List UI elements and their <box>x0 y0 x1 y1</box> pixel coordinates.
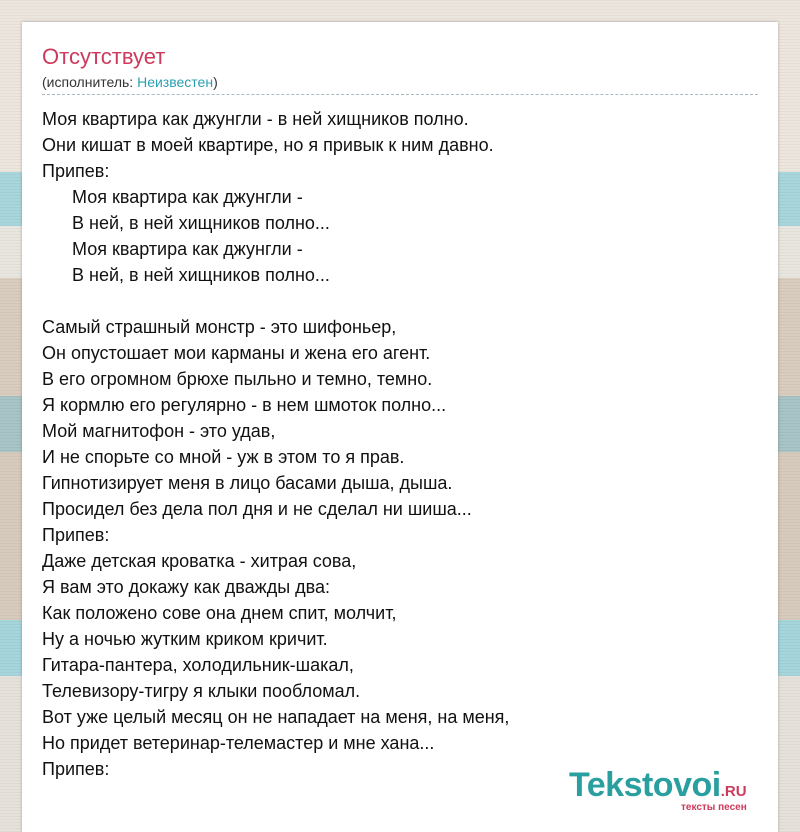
lyrics-line: Припев: <box>42 759 110 779</box>
lyrics-line: В ней, в ней хищников полно... <box>72 213 330 233</box>
lyrics-line: Телевизору-тигру я клыки пообломал. <box>42 681 361 701</box>
title-divider <box>42 94 758 95</box>
lyrics-line: Припев: <box>42 525 110 545</box>
logo-tagline: тексты песен <box>681 802 747 813</box>
lyrics-body <box>42 106 762 782</box>
lyrics-line: Моя квартира как джунгли - в ней хищников полно. <box>42 109 469 129</box>
lyrics-line: Припев: <box>42 161 110 181</box>
lyrics-sheet <box>22 22 778 832</box>
artist-suffix: ) <box>213 74 218 90</box>
lyrics-line: Как положено сове она днем спит, молчит, <box>42 603 397 623</box>
lyrics-line: Самый страшный монстр - это шифоньер, <box>42 317 397 337</box>
lyrics-line: В его огромном брюхе пыльно и темно, темно. <box>42 369 433 389</box>
lyrics-line: Я вам это докажу как дважды два: <box>42 577 331 597</box>
logo-tld: .RU <box>720 783 747 800</box>
lyrics-line: Моя квартира как джунгли - <box>72 239 303 259</box>
song-title: Отсутствует <box>42 44 166 69</box>
lyrics-line: Вот уже целый месяц он не нападает на меня, на меня, <box>42 707 510 727</box>
artist-line <box>42 74 218 90</box>
lyrics-line: Ну а ночью жутким криком кричит. <box>42 629 328 649</box>
lyrics-line: Но придет ветеринар-телемастер и мне хана... <box>42 733 435 753</box>
lyrics-line: В ней, в ней хищников полно... <box>72 265 330 285</box>
lyrics-line: Гитара-пантера, холодильник-шакал, <box>42 655 354 675</box>
lyrics-line: Я кормлю его регулярно - в нем шмоток полно... <box>42 395 447 415</box>
artist-link[interactable]: Неизвестен <box>137 74 214 90</box>
lyrics-line: Гипнотизирует меня в лицо басами дыша, дыша. <box>42 473 453 493</box>
logo-name: Tekstovoi <box>569 766 721 804</box>
lyrics-line: Мой магнитофон - это удав, <box>42 421 276 441</box>
lyrics-line: Моя квартира как джунгли - <box>72 187 303 207</box>
lyrics-line: Они кишат в моей квартире, но я привык к ним давно. <box>42 135 494 155</box>
lyrics-line: И не спорьте со мной - уж в этом то я прав. <box>42 447 405 467</box>
lyrics-blank-line <box>42 288 762 314</box>
lyrics-line: Просидел без дела пол дня и не сделал ни шиша... <box>42 499 472 519</box>
tekstovoi-logo <box>569 766 779 816</box>
artist-prefix: (исполнитель: <box>42 74 138 90</box>
lyrics-line: Он опустошает мои карманы и жена его агент. <box>42 343 431 363</box>
lyrics-line: Даже детская кроватка - хитрая сова, <box>42 551 357 571</box>
